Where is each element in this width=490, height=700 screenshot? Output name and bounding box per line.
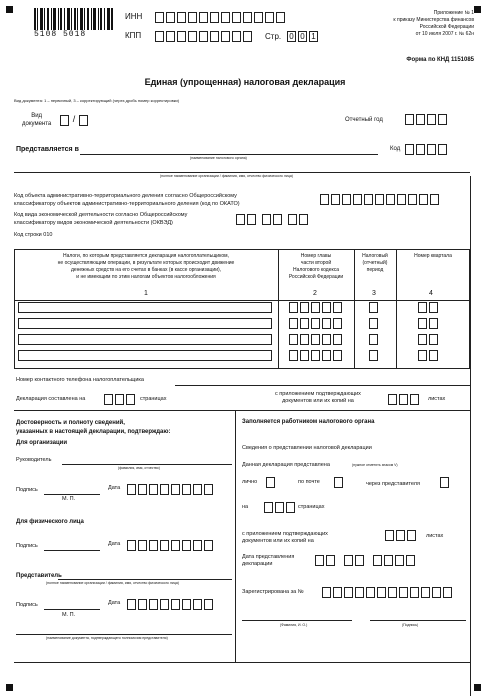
appendix-line: Российской Федерации: [419, 24, 474, 30]
receipt-date-cells[interactable]: [373, 555, 415, 566]
table-header-line: Российской Федерации: [288, 274, 344, 280]
table-col3-header: [356, 253, 394, 274]
table-header-line: Налогового кодекса: [292, 267, 340, 273]
barcode-number: 5108 5018: [34, 30, 87, 39]
slash-separator: /: [72, 114, 76, 124]
tax-authority-line[interactable]: [80, 154, 378, 155]
right-heading: Заполняется работником налогового органа: [242, 419, 375, 425]
by-mail-checkbox[interactable]: [334, 477, 343, 488]
table-col2-header: [280, 253, 352, 281]
doc-type-hint: Вид документа: 1 – первичный, 3 – корректирующий (через дробь номер корректировки): [14, 98, 180, 103]
corner-marker-bottom-left: [6, 684, 13, 691]
attach-label-line: с приложением подтверждающих: [242, 531, 328, 537]
date-cells[interactable]: [127, 540, 213, 551]
okato-label-line: Код объекта административно-территориального деления согласно Общероссийскому: [14, 193, 237, 199]
table-header-line: период: [366, 267, 384, 273]
tax-authority-code-cells[interactable]: [405, 144, 447, 155]
for-person-label: Для физического лица: [16, 519, 84, 525]
date-cells[interactable]: [127, 484, 213, 495]
table-divider: [396, 249, 397, 369]
table-divider: [278, 249, 279, 369]
table-header-line: и не имеющим по этим налогам объектов налогообложения: [76, 274, 216, 280]
reporting-year-cells[interactable]: [405, 114, 447, 125]
chapter-cells[interactable]: [289, 350, 342, 361]
attach-label: [242, 531, 328, 545]
okved-label: [14, 211, 187, 227]
doc-type-cells[interactable]: [60, 115, 88, 126]
table-header-line: Налоги, по которым представляется декларация налогоплательщиком,: [63, 253, 229, 259]
pages-received-cells[interactable]: [264, 502, 295, 513]
table-header-divider: [14, 300, 470, 301]
attachments-label-line: с приложением подтверждающих: [275, 391, 361, 397]
doc-type-label-line: Вид: [31, 113, 43, 119]
okato-label-line: классификатору объектов административно-территориального деления (код по ОКАТО): [14, 201, 240, 207]
table-header-line: денежных средств на его счетах в банках (в кассе организации),: [70, 267, 222, 273]
signature-field[interactable]: [44, 494, 100, 495]
table-header-line: не осуществляющим операции, в результате которых происходит движение: [57, 260, 235, 266]
period-cell[interactable]: [369, 318, 378, 329]
quarter-cells[interactable]: [418, 302, 438, 313]
okato-label: [14, 192, 240, 208]
page-label: Стр.: [265, 32, 282, 41]
inn-cells[interactable]: [155, 12, 285, 23]
left-heading-line: указанных в настоящей декларации, подтверждаю:: [16, 429, 171, 435]
page-digit: 0: [298, 31, 307, 42]
rep-hint: (полное наименование организации / фамилия, имя, отчество физического лица): [46, 581, 179, 585]
receipt-date-cells[interactable]: [344, 555, 364, 566]
head-label: Руководитель: [16, 457, 52, 463]
section-divider: [14, 410, 470, 411]
head-name-field[interactable]: [62, 464, 232, 465]
section-divider: [14, 662, 470, 663]
barcode-bars: [34, 8, 114, 30]
table-header-line: (отчетный): [362, 260, 388, 266]
rep-doc-field[interactable]: [16, 634, 232, 635]
org-name-hint: (полное наименование организации / фамилия, имя, отчество физического лица): [160, 174, 293, 178]
officer-fio-hint: (Фамилия, И. О.): [280, 623, 308, 627]
okved-cells-3[interactable]: [288, 214, 308, 225]
okved-label-line: классификатору видов экономической деятельности (ОКВЭД): [14, 220, 173, 226]
kpp-label: КПП: [125, 31, 142, 40]
left-heading: [16, 419, 171, 437]
appendix-line: Приложение № 1: [433, 10, 474, 16]
sheets-word: листах: [426, 533, 444, 539]
via-rep-checkbox[interactable]: [440, 477, 449, 488]
table-col-number: 3: [372, 290, 376, 297]
appendix-line: от 10 июля 2007 г. № 62н: [415, 31, 474, 37]
quarter-cells[interactable]: [418, 318, 438, 329]
officer-signature-field[interactable]: [370, 620, 466, 621]
pages-label: Декларация составлена на: [16, 396, 86, 402]
rep-doc-hint: (наименование документа, подтверждающего полномочия представителя): [46, 636, 168, 640]
quarter-cells[interactable]: [418, 334, 438, 345]
inn-label: ИНН: [125, 12, 143, 21]
line-code-label: Код строки 010: [14, 232, 53, 238]
code-label: Код: [390, 146, 401, 152]
receipt-date-cells[interactable]: [315, 555, 335, 566]
section-divider-vertical: [235, 410, 236, 662]
period-cell[interactable]: [369, 350, 378, 361]
barcode: [34, 8, 114, 38]
signature-field[interactable]: [44, 609, 100, 610]
for-org-label: Для организации: [16, 440, 68, 446]
tax-name-field[interactable]: [18, 302, 272, 313]
date-label: Дата: [108, 600, 121, 606]
left-heading-line: Достоверность и полноту сведений,: [16, 420, 125, 426]
reporting-year-label: Отчетный год: [345, 117, 383, 123]
right-border: [470, 176, 471, 696]
rep-label: Представитель: [16, 573, 62, 579]
officer-name-field[interactable]: [242, 620, 352, 621]
tax-name-field[interactable]: [18, 318, 272, 329]
head-fio-hint: (фамилия, имя, отчество): [118, 466, 160, 470]
phone-label: Номер контактного телефона налогоплательщика: [16, 377, 144, 383]
okved-cells-1[interactable]: [236, 214, 256, 225]
page-digit: 1: [309, 31, 318, 42]
doc-type-label: [22, 112, 51, 128]
table-col-number: 2: [313, 290, 317, 297]
on-label: на: [242, 504, 249, 510]
attachments-label: [275, 391, 361, 405]
tax-name-field[interactable]: [18, 350, 272, 361]
table-header-line: Номер квартала: [414, 253, 452, 259]
personally-checkbox[interactable]: [266, 477, 275, 488]
table-divider: [354, 249, 355, 369]
attach-received-cells[interactable]: [385, 530, 416, 541]
table-header-line: Налоговый: [362, 253, 388, 259]
table-header-line: части второй: [300, 260, 332, 266]
tax-name-field[interactable]: [18, 334, 272, 345]
tax-authority-hint: (наименование налогового органа): [190, 156, 247, 160]
info-title: Сведения о представлении налоговой декларации: [242, 445, 372, 451]
kpp-cells[interactable]: [155, 31, 252, 42]
corner-marker-top-left: [6, 6, 13, 13]
page-digit: 0: [287, 31, 296, 42]
submitted-to-label: Представляется в: [16, 146, 79, 153]
signature-label: Подпись: [16, 602, 38, 608]
chapter-cells[interactable]: [289, 302, 342, 313]
date-label: Дата: [108, 485, 121, 491]
attach-label-line: документов или их копий на: [242, 538, 314, 544]
table-col4-header: [398, 253, 468, 260]
okved-label-line: Код вида экономической деятельности согласно Общероссийскому: [14, 212, 188, 218]
signature-label: Подпись: [16, 487, 38, 493]
date-label: Дата: [108, 541, 121, 547]
personally-label: лично: [242, 479, 258, 485]
via-rep-label: через представителя: [366, 481, 420, 487]
table-col-number: 4: [429, 290, 433, 297]
pages-cells[interactable]: [104, 394, 135, 405]
org-name-line[interactable]: [14, 172, 470, 173]
date-cells[interactable]: [127, 599, 213, 610]
attachments-cells[interactable]: [388, 394, 419, 405]
doc-type-label-line: документа: [22, 121, 52, 127]
table-header-line: Номер главы: [300, 253, 332, 259]
registered-label: Зарегистрирована за №: [242, 589, 304, 595]
submitted-hint: (нужное отметить знаком V): [352, 463, 398, 467]
table-col1-header: [16, 253, 276, 281]
pages-word: страницах: [298, 504, 325, 510]
signature-field[interactable]: [44, 550, 100, 551]
officer-sign-hint: (Подпись): [402, 623, 419, 627]
by-mail-label: по почте: [298, 479, 320, 485]
okato-cells[interactable]: [320, 194, 439, 205]
signature-label: Подпись: [16, 543, 38, 549]
okved-cells-2[interactable]: [262, 214, 282, 225]
sheets-word: листах: [428, 396, 446, 402]
corner-marker-top-right: [474, 6, 481, 13]
receipt-date-label: [242, 554, 294, 568]
phone-field[interactable]: [175, 385, 470, 386]
period-cell[interactable]: [369, 302, 378, 313]
form-code: Форма по КНД 1151085: [406, 57, 474, 63]
appendix-line: к приказу Министерства финансов: [393, 17, 474, 23]
registration-number-cells[interactable]: [322, 587, 452, 598]
page-number-cells[interactable]: [287, 31, 318, 42]
corner-marker-bottom-right: [474, 684, 481, 691]
pages-word: страницах: [140, 396, 167, 402]
chapter-cells[interactable]: [289, 334, 342, 345]
period-cell[interactable]: [369, 334, 378, 345]
submitted-label: Данная декларация представлена: [242, 462, 330, 468]
receipt-date-label-line: Дата представления: [242, 554, 295, 560]
quarter-cells[interactable]: [418, 350, 438, 361]
chapter-cells[interactable]: [289, 318, 342, 329]
stamp-label: М. П.: [62, 496, 76, 502]
stamp-label: М. П.: [62, 612, 76, 618]
appendix-note: [393, 10, 474, 38]
attachments-label-line: документов или их копий на: [282, 398, 354, 404]
receipt-date-label-line: декларации: [242, 561, 273, 567]
table-col-number: 1: [144, 290, 148, 297]
rep-name-field[interactable]: [58, 579, 232, 580]
page-title: Единая (упрощенная) налоговая декларация: [144, 77, 346, 87]
